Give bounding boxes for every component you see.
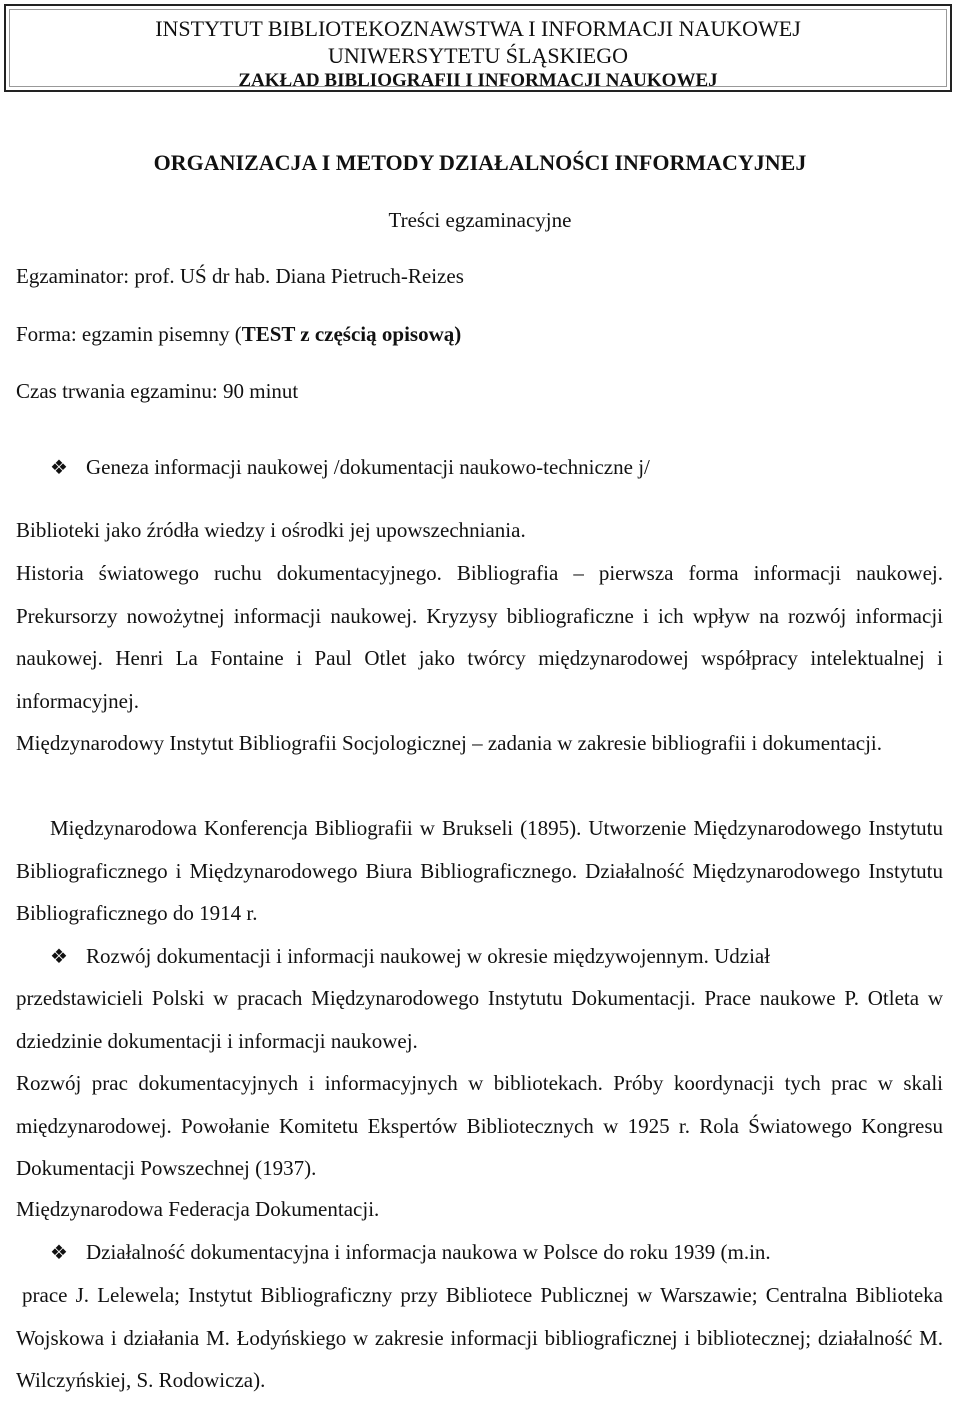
section-2-heading-text: Rozwój dokumentacji i informacji naukowej w okresie międzywojennym. Udział — [86, 944, 771, 968]
section-3-heading-text: Działalność dokumentacyjna i informacja naukowa w Polsce do roku 1939 (m.in. — [86, 1240, 771, 1264]
section-1-heading-text: Geneza informacji naukowej /dokumentacji naukowo-techniczne j/ — [86, 455, 650, 479]
exam-form-bold: TEST z częścią opisową) — [241, 322, 462, 346]
exam-form-line — [16, 322, 461, 347]
section-1-paragraph-3: Międzynarodowy Instytut Bibliografii Socjologicznej – zadania w zakresie bibliografii i dokumentacji. — [16, 731, 883, 755]
section-2-paragraph-1: przedstawicieli Polski w pracach Międzynarodowego Instytutu Dokumentacji. Prace naukowe P. Otleta w dziedzinie dokumentacji i informacji naukowej. — [16, 986, 943, 1053]
section-3-paragraph-1 — [16, 1274, 943, 1402]
diamond-bullet-icon: ❖ — [50, 946, 68, 968]
section-1-paragraph-4-text: Międzynarodowa Konferencja Bibliografii w Brukseli (1895). Utworzenie Międzynarodowego Instytutu Bibliograficznego i Międzynarodowego Biura Bibliograficznego. Działalność Międzynarodowego Instytutu Bibliograficznego do 1914 r. — [16, 816, 943, 926]
diamond-bullet-icon: ❖ — [50, 1242, 68, 1264]
section-1-paragraph-2: Historia światowego ruchu dokumentacyjnego. Bibliografia – pierwsza forma informacji naukowej. Prekursorzy nowożytnej informacji naukowej. Kryzysy bibliograficzne i ich wpływ na rozwój informacji naukowej. Henri La Fontaine i Paul Otlet jako twórcy międzynarodowej współpracy intelektualnej i informacyjnej. — [16, 561, 943, 713]
department-name: ZAKŁAD BIBLIOGRAFII I INFORMACJI NAUKOWEJ — [238, 70, 718, 91]
section-3-paragraph-1-text: prace J. Lelewela; Instytut Bibliograficzny przy Bibliotece Publicznej w Warszawie; Centralna Biblioteka Wojskowa i działania M. Łodyńskiego w zakresie informacji bibliograficznej i bibliotecznej; działalność M. Wilczyńskiej, S. Rodowicza). — [16, 1283, 943, 1393]
institution-header-inner — [9, 9, 947, 91]
section-1-heading — [50, 455, 650, 480]
diamond-bullet-icon: ❖ — [50, 457, 68, 479]
section-2-paragraph-3: Międzynarodowa Federacja Dokumentacji. — [16, 1197, 380, 1221]
section-3-heading — [50, 1240, 771, 1265]
institute-name: INSTYTUT BIBLIOTEKOZNAWSTWA I INFORMACJI NAUKOWEJ — [155, 16, 801, 41]
institution-header — [4, 4, 952, 92]
document-title: ORGANIZACJA I METODY DZIAŁALNOŚCI INFORMACYJNEJ — [153, 150, 807, 175]
section-1-paragraph-4 — [16, 807, 943, 935]
document-subtitle: Treści egzaminacyjne — [388, 208, 572, 232]
exam-duration-line: Czas trwania egzaminu: 90 minut — [16, 379, 299, 403]
university-name: UNIWERSYTETU ŚLĄSKIEGO — [327, 43, 629, 68]
exam-form-text: Forma: egzamin pisemny ( — [16, 322, 242, 346]
section-2-paragraph-2: Rozwój prac dokumentacyjnych i informacyjnych w bibliotekach. Próby koordynacji tych prac w skali międzynarodowej. Powołanie Komitetu Ekspertów Bibliotecznych w 1925 r. Rola Światowego Kongresu Dokumentacji Powszechnej (1937). — [16, 1071, 943, 1181]
section-1-paragraph-1: Biblioteki jako źródła wiedzy i ośrodki jej upowszechniania. — [16, 518, 526, 542]
examiner-line: Egzaminator: prof. UŚ dr hab. Diana Pietruch-Reizes — [16, 264, 464, 288]
section-2-heading — [50, 944, 770, 969]
